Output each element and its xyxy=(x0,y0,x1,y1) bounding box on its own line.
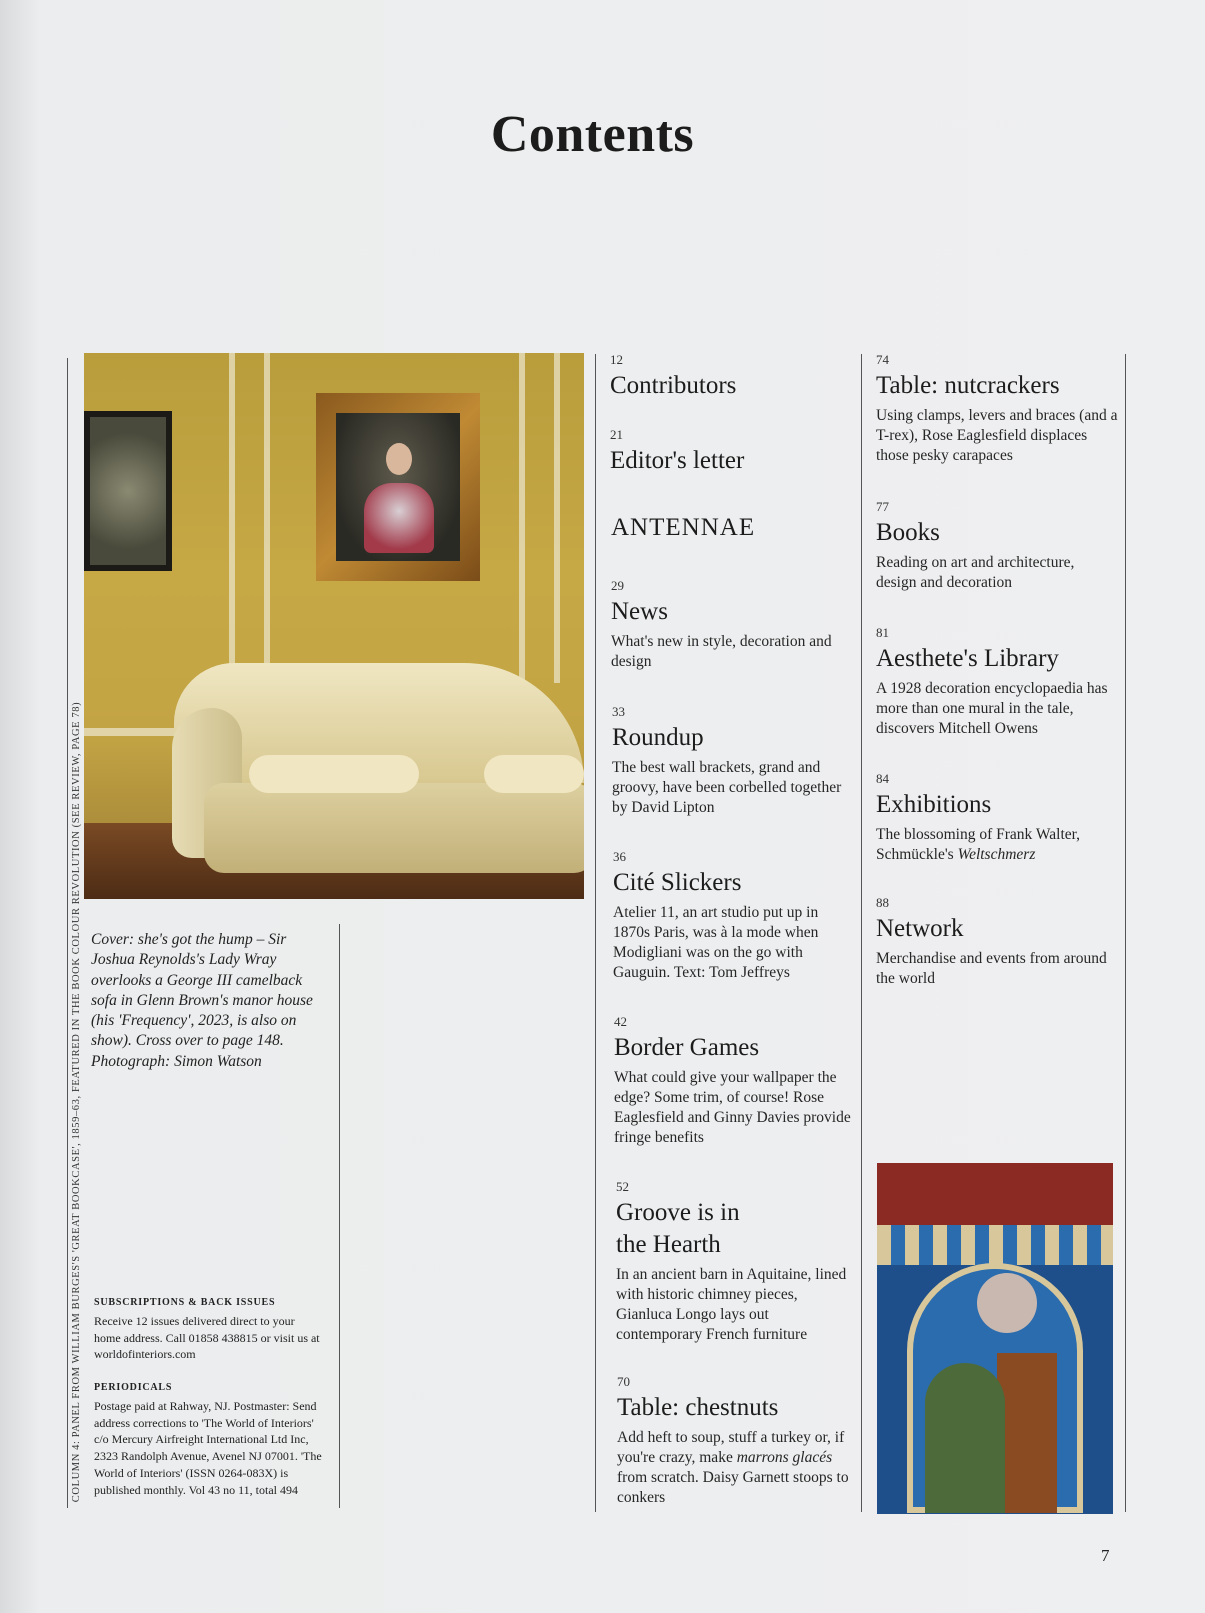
entry-page-number: 70 xyxy=(617,1374,630,1389)
column-rule-5 xyxy=(1125,354,1126,1512)
entry-page-number: 42 xyxy=(614,1014,627,1029)
toc-entry-cite-slickers[interactable] xyxy=(613,849,853,983)
periodicals-block xyxy=(94,1380,324,1499)
column-rule-4 xyxy=(861,354,862,1512)
entry-page-number: 33 xyxy=(612,704,625,719)
entry-description: A 1928 decoration encyclopaedia has more than one mural in the tale, discovers Mitchell Owens xyxy=(876,680,1108,737)
entry-title: Table: nutcrackers xyxy=(876,372,1060,399)
entry-page-number: 36 xyxy=(613,849,626,864)
toc-entry-table-chestnuts[interactable] xyxy=(617,1374,859,1508)
framed-portrait xyxy=(316,393,480,581)
entry-title: Network xyxy=(876,915,964,942)
entry-page-number: 74 xyxy=(876,352,889,367)
page-number: 7 xyxy=(1101,1546,1110,1565)
toc-entry-editors-letter[interactable] xyxy=(610,427,850,477)
entry-description: Using clamps, levers and braces (and a T-rex), Rose Eaglesfield displaces those pesky carapaces xyxy=(876,407,1118,464)
entry-description: Reading on art and architecture, design and decoration xyxy=(876,554,1075,591)
entry-description xyxy=(876,825,1118,865)
entry-title: Books xyxy=(876,519,940,546)
cover-caption: Cover: she's got the hump – Sir Joshua Reynolds's Lady Wray overlooks a George III camelback sofa in Glenn Brown's manor house (his 'Frequency', 2023, is also on show). Cross over to page 148. Photograph: Simon Watson xyxy=(91,931,313,1070)
entry-description: What's new in style, decoration and design xyxy=(611,633,832,670)
entry-page-number: 81 xyxy=(876,625,889,640)
entry-page-number: 21 xyxy=(610,427,623,442)
entry-description: The best wall brackets, grand and groovy, have been corbelled together by David Lipton xyxy=(612,759,842,816)
desc-italic: marrons glacés xyxy=(736,1449,833,1466)
entry-title-line-2: the Hearth xyxy=(616,1231,721,1258)
toc-entry-news[interactable] xyxy=(611,578,851,672)
toc-entry-roundup[interactable] xyxy=(612,704,852,818)
entry-description: In an ancient barn in Aquitaine, lined with historic chimney pieces, Gianluca Longo lays out contemporary French furniture xyxy=(616,1266,847,1343)
entry-page-number: 84 xyxy=(876,771,889,786)
entry-title-line-1: Groove is in xyxy=(616,1199,740,1226)
entry-description: What could give your wallpaper the edge? Some trim, of course! Rose Eaglesfield and Ginny Davies provide fringe benefits xyxy=(614,1069,851,1146)
entry-page-number: 77 xyxy=(876,499,889,514)
toc-entry-books[interactable] xyxy=(876,499,1118,593)
desc-text: Add heft to soup, stuff a turkey or, if you're crazy, make xyxy=(617,1429,845,1466)
entry-title: Editor's letter xyxy=(610,447,745,474)
entry-title: Roundup xyxy=(612,724,704,751)
entry-title: Table: chestnuts xyxy=(617,1394,779,1421)
framed-picture-left xyxy=(84,411,172,571)
periodicals-text: Postage paid at Rahway, NJ. Postmaster: Send address corrections to 'The World of Interiors' c/o Mercury Airfreight International Ltd Inc, 2323 Randolph Avenue, Avenel NJ 07001. 'The World of Interiors' (ISSN 0264-083X) is published monthly. Vol 43 no 11, total 494 xyxy=(94,1398,322,1497)
section-heading-antennae: ANTENNAE xyxy=(611,514,756,541)
column-rule-3 xyxy=(595,354,596,1512)
toc-entry-table-nutcrackers[interactable] xyxy=(876,352,1118,466)
entry-title: Border Games xyxy=(614,1034,760,1061)
toc-entry-groove-is-in-the-hearth[interactable] xyxy=(616,1179,856,1345)
toc-entry-exhibitions[interactable] xyxy=(876,771,1118,865)
entry-page-number: 52 xyxy=(616,1179,629,1194)
toc-entry-border-games[interactable] xyxy=(614,1014,854,1148)
entry-description: Merchandise and events from around the world xyxy=(876,950,1107,987)
page-title: Contents xyxy=(490,106,695,163)
entry-title: Contributors xyxy=(610,372,737,399)
column-rule-2 xyxy=(339,924,340,1508)
entry-page-number: 88 xyxy=(876,895,889,910)
spine-credit: COLUMN 4: PANEL FROM WILLIAM BURGES'S 'GREAT BOOKCASE', 1859–63, FEATURED IN THE BOOK COLOUR REVOLUTION (SEE REVIEW, PAGE 78) xyxy=(71,701,82,1503)
subscriptions-text: Receive 12 issues delivered direct to your home address. Call 01858 438815 or visit us at worldofinteriors.com xyxy=(94,1313,320,1362)
entry-description: Atelier 11, an art studio put up in 1870s Paris, was à la mode when Modigliani was on the go with Gauguin. Text: Tom Jeffreys xyxy=(613,904,819,981)
entry-page-number: 29 xyxy=(611,578,624,593)
entry-description xyxy=(617,1428,859,1508)
desc-italic: Weltschmerz xyxy=(957,846,1036,863)
entry-title: News xyxy=(611,598,668,625)
subscriptions-block xyxy=(94,1295,324,1363)
desc-text-end: from scratch. Daisy Garnett stoops to conkers xyxy=(617,1469,849,1506)
entry-title: Aesthete's Library xyxy=(876,645,1059,672)
toc-entry-network[interactable] xyxy=(876,895,1118,989)
entry-page-number: 12 xyxy=(610,352,623,367)
entry-title: Exhibitions xyxy=(876,791,992,818)
entry-title: Cité Slickers xyxy=(613,869,742,896)
column-rule-1 xyxy=(67,358,68,1508)
subscriptions-heading: SUBSCRIPTIONS & BACK ISSUES xyxy=(94,1297,276,1308)
desc-text: The blossoming of Frank Walter, Schmückle's xyxy=(876,826,1081,863)
toc-entry-aesthetes-library[interactable] xyxy=(876,625,1118,739)
bookcase-panel-illustration xyxy=(877,1163,1113,1514)
toc-entry-contributors[interactable] xyxy=(610,352,850,402)
cover-photo xyxy=(84,353,584,899)
periodicals-heading: PERIODICALS xyxy=(94,1382,173,1393)
